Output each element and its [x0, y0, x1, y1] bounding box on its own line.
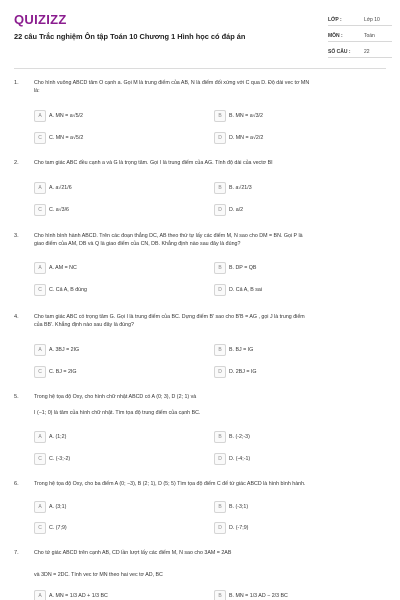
option-text: D. Cả A, B sai [229, 287, 262, 293]
option-d[interactable] [214, 204, 364, 216]
option-letter: C [34, 132, 46, 144]
option-text: C. BJ = 2IG [49, 369, 77, 375]
option-text: B. (-3;1) [229, 504, 249, 510]
option-text: D. 2BJ = IG [229, 369, 257, 375]
option-b[interactable] [214, 590, 364, 600]
option-a[interactable] [34, 431, 184, 443]
option-letter: B [214, 501, 226, 513]
option-text: B. DP = QB [229, 265, 257, 271]
meta-row-class [328, 14, 392, 26]
meta-key: SỐ CÂU : [328, 49, 351, 55]
meta-row-subject [328, 30, 392, 42]
option-text: C. (-3;-2) [49, 456, 71, 462]
question-text: Cho tam giác ABC có trọng tâm G. Gọi I là trung điểm của BC. Dựng điểm B' sao cho B'B = AG , gọi J là trung điểm [34, 314, 305, 320]
option-text: B. BJ = IG [229, 347, 254, 353]
option-c[interactable] [34, 366, 184, 378]
option-text: B. a√21/3 [229, 185, 252, 191]
option-letter: C [34, 366, 46, 378]
document-header [0, 0, 400, 66]
option-letter: C [34, 284, 46, 296]
option-text: A. MN = 1/3 AD + 1/3 BC [49, 593, 108, 599]
option-a[interactable] [34, 344, 184, 356]
option-text: B. MN = a√3/2 [229, 113, 263, 119]
option-letter: C [34, 453, 46, 465]
option-c[interactable] [34, 522, 184, 534]
option-text: D. a/2 [229, 207, 244, 213]
option-letter: A [34, 501, 46, 513]
option-b[interactable] [214, 344, 364, 356]
option-b[interactable] [214, 501, 364, 513]
option-letter: A [34, 110, 46, 122]
question-text-line2: giao điểm của AM, DB và Q là giao điểm của CN, DB. Khẳng định nào sau đây là đúng? [34, 241, 241, 247]
option-c[interactable] [34, 132, 184, 144]
meta-value: Toán [364, 33, 375, 39]
option-text: A. a√21/6 [49, 185, 72, 191]
meta-value: Lớp 10 [364, 17, 380, 23]
option-letter: B [214, 110, 226, 122]
option-text: D. (-7;9) [229, 525, 249, 531]
option-text: D. (-4;-1) [229, 456, 251, 462]
option-c[interactable] [34, 453, 184, 465]
question-number: 7. [14, 550, 19, 556]
question-text-line2: của BB'. Khẳng định nào sau đây là đúng? [34, 322, 134, 328]
option-c[interactable] [34, 284, 184, 296]
option-text: C. MN = a√5/2 [49, 135, 84, 141]
header-divider [14, 68, 386, 69]
option-text: A. AM = NC [49, 265, 77, 271]
question-number: 2. [14, 160, 19, 166]
option-letter: A [34, 344, 46, 356]
option-text: A. MN = a√5/2 [49, 113, 83, 119]
option-letter: A [34, 262, 46, 274]
option-letter: D [214, 522, 226, 534]
meta-row-count [328, 46, 392, 58]
question-text-line2: là: [34, 88, 40, 94]
option-text: C. (7;9) [49, 525, 67, 531]
option-text: B. (-2;-3) [229, 434, 250, 440]
option-a[interactable] [34, 110, 184, 122]
question-number: 6. [14, 481, 19, 487]
question-text-line2: I (−1; 0) là tâm của hình chữ nhật. Tìm tọa độ trung điểm của cạnh BC. [34, 410, 201, 416]
option-letter: D [214, 453, 226, 465]
option-d[interactable] [214, 453, 364, 465]
option-letter: B [214, 262, 226, 274]
option-letter: B [214, 590, 226, 600]
question-number: 5. [14, 394, 19, 400]
question-text: Cho hình vuông ABCD tâm O cạnh a. Gọi M là trung điểm của AB, N là điểm đối xứng với C qua D. Độ dài vec tơ MN [34, 80, 310, 86]
option-text: C. a√3/6 [49, 207, 69, 213]
option-letter: A [34, 182, 46, 194]
question-text: Cho tứ giác ABCD trên cạnh AB, CD lần lượt lấy các điểm M, N sao cho 3AM = 2AB [34, 550, 232, 556]
option-b[interactable] [214, 182, 364, 194]
option-a[interactable] [34, 501, 184, 513]
option-d[interactable] [214, 132, 364, 144]
option-letter: D [214, 284, 226, 296]
option-a[interactable] [34, 590, 184, 600]
option-c[interactable] [34, 204, 184, 216]
option-b[interactable] [214, 262, 364, 274]
option-letter: D [214, 132, 226, 144]
option-letter: D [214, 204, 226, 216]
question-text-line2: và 3DN = 2DC. Tính vec tơ MN theo hai vec tơ AD, BC [34, 572, 163, 578]
option-letter: B [214, 182, 226, 194]
meta-key: LỚP : [328, 17, 342, 23]
option-text: A. (3;1) [49, 504, 67, 510]
option-b[interactable] [214, 110, 364, 122]
option-letter: A [34, 590, 46, 600]
question-number: 1. [14, 80, 19, 86]
option-text: D. MN = a√2/2 [229, 135, 264, 141]
option-d[interactable] [214, 284, 364, 296]
page-title: 22 câu Trắc nghiệm Ôn tập Toán 10 Chương 1 Hình học có đáp án [14, 32, 246, 41]
option-d[interactable] [214, 366, 364, 378]
option-a[interactable] [34, 262, 184, 274]
question-number: 4. [14, 314, 19, 320]
option-text: A. (1;2) [49, 434, 67, 440]
option-a[interactable] [34, 182, 184, 194]
option-letter: D [214, 366, 226, 378]
option-text: C. Cả A, B đúng [49, 287, 87, 293]
quizizz-logo[interactable]: QUIZIZZ [14, 12, 67, 27]
question-text: Trong hệ tọa độ Oxy, cho ba điểm A (0; −3), B (2; 1), D (5; 5) Tìm tọa độ điểm C để tứ giác ABCD là hình bình hành. [34, 481, 306, 487]
option-letter: C [34, 522, 46, 534]
question-text: Cho hình bình hành ABCD. Trên các đoạn thẳng DC, AB theo thứ tự lấy các điểm M, N sao cho DM = BN. Gọi P là [34, 233, 303, 239]
option-letter: B [214, 431, 226, 443]
option-d[interactable] [214, 522, 364, 534]
option-b[interactable] [214, 431, 364, 443]
option-letter: A [34, 431, 46, 443]
option-text: A. 3BJ = 2IG [49, 347, 80, 353]
question-text: Trong hệ tọa độ Oxy, cho hình chữ nhật ABCD có A (0; 3), D (2; 1) và [34, 394, 197, 400]
option-text: B. MN = 1/3 AD − 2/3 BC [229, 593, 288, 599]
option-letter: B [214, 344, 226, 356]
meta-key: MÔN : [328, 33, 343, 39]
question-text: Cho tam giác ABC đều cạnh a và G là trọng tâm. Gọi I là trung điểm của AG. Tính độ dài của vectơ BI [34, 160, 273, 166]
question-number: 3. [14, 233, 19, 239]
meta-value: 22 [364, 49, 370, 55]
option-letter: C [34, 204, 46, 216]
